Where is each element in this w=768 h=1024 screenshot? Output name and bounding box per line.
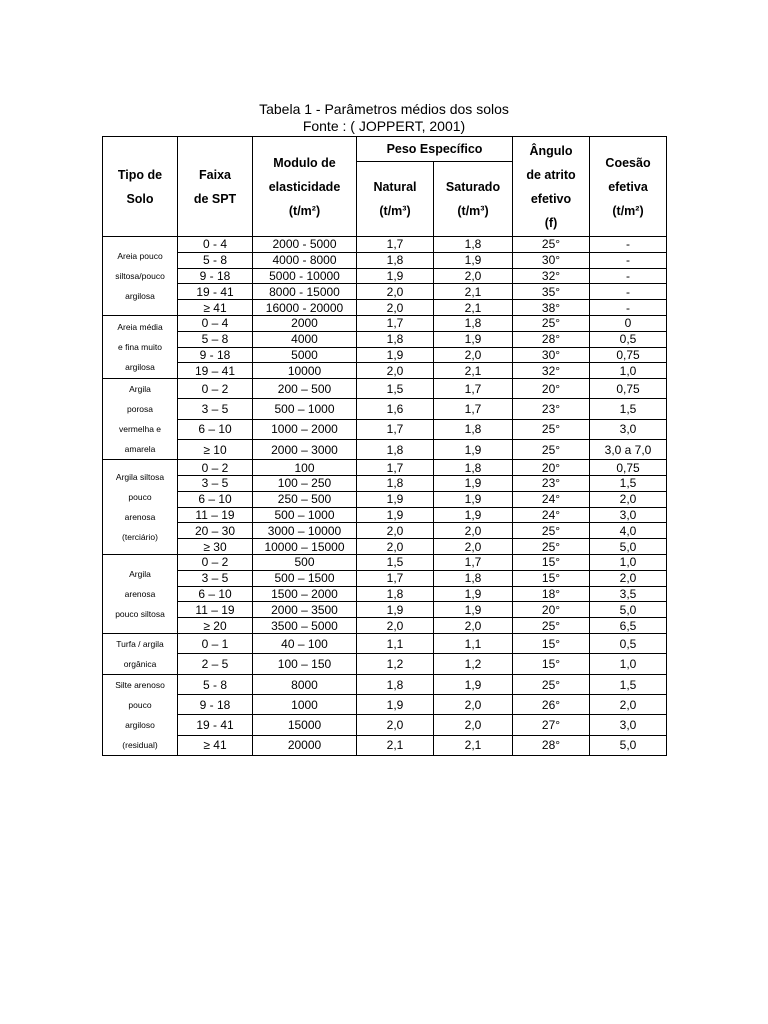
modulo-cell: 100 – 250 [253,475,357,491]
soil-type-line: e fina muito [118,342,162,353]
modulo-cell: 1500 – 2000 [253,586,357,602]
coesao-cell: 3,0 [590,419,667,439]
table-row [103,439,667,459]
angulo-cell: 30° [513,252,590,268]
peso-natural-cell: 1,8 [357,331,434,347]
modulo-cell: 2000 – 3000 [253,439,357,459]
soil-type-line: (residual) [122,739,158,750]
peso-natural-cell: 2,0 [357,618,434,634]
soil-type-cell [103,315,178,378]
angulo-cell: 15° [513,633,590,654]
peso-natural-cell: 1,8 [357,475,434,491]
coesao-cell: 3,0 [590,507,667,523]
modulo-cell: 100 [253,460,357,476]
coesao-cell: - [590,300,667,316]
peso-natural-cell: 2,0 [357,539,434,555]
soil-type-line: arenosa [124,512,156,523]
coesao-cell: 5,0 [590,735,667,755]
angulo-cell: 26° [513,695,590,715]
faixa-spt-cell: 3 – 5 [178,475,253,491]
table-source: Fonte : ( JOPPERT, 2001) [302,118,466,134]
header-coesao-efetiva: Coesão efetiva (t/m²) [590,137,667,237]
soil-type-line: argiloso [125,719,155,730]
faixa-spt-cell: 0 – 2 [178,379,253,399]
modulo-cell: 10000 – 15000 [253,539,357,555]
angulo-cell: 23° [513,399,590,419]
angulo-cell: 15° [513,570,590,586]
peso-natural-cell: 1,7 [357,460,434,476]
modulo-cell: 500 – 1000 [253,507,357,523]
faixa-spt-cell: 5 - 8 [178,252,253,268]
soil-type-line: vermelha e [118,424,162,435]
table-row [103,633,667,654]
table-row [103,363,667,379]
peso-saturado-cell: 2,0 [434,347,513,363]
table-row [103,399,667,419]
peso-saturado-cell: 2,1 [434,300,513,316]
soil-type-line: porosa [127,404,153,415]
table-row [103,695,667,715]
faixa-spt-cell: 9 - 18 [178,347,253,363]
angulo-cell: 15° [513,654,590,675]
table-row [103,460,667,476]
faixa-spt-cell: ≥ 20 [178,618,253,634]
peso-natural-cell: 2,0 [357,284,434,300]
soil-type-line: Turfa / argila [116,638,164,649]
soil-type-line: (terciário) [122,532,158,543]
modulo-cell: 500 [253,554,357,570]
angulo-cell: 20° [513,379,590,399]
coesao-cell: - [590,284,667,300]
table-row [103,475,667,491]
angulo-cell: 32° [513,268,590,284]
soil-type-line: Argila siltosa [115,472,165,483]
table-row [103,252,667,268]
peso-saturado-cell: 1,9 [434,602,513,618]
modulo-cell: 40 – 100 [253,633,357,654]
peso-natural-cell: 1,9 [357,268,434,284]
peso-saturado-cell: 1,8 [434,570,513,586]
peso-natural-cell: 1,8 [357,586,434,602]
peso-natural-cell: 1,5 [357,554,434,570]
faixa-spt-cell: 0 – 4 [178,315,253,331]
coesao-cell: 0 [590,315,667,331]
modulo-cell: 500 – 1000 [253,399,357,419]
faixa-spt-cell: 5 - 8 [178,674,253,694]
modulo-cell: 16000 - 20000 [253,300,357,316]
peso-saturado-cell: 1,8 [434,460,513,476]
header-tipo-solo: Tipo de Solo [103,137,178,237]
angulo-cell: 28° [513,735,590,755]
faixa-spt-cell: ≥ 41 [178,735,253,755]
peso-natural-cell: 1,8 [357,439,434,459]
soil-type-line: Areia média [117,322,163,333]
peso-natural-cell: 1,8 [357,252,434,268]
table-row [103,715,667,735]
table-row [103,674,667,694]
faixa-spt-cell: 19 - 41 [178,715,253,735]
coesao-cell: 3,0 [590,715,667,735]
angulo-cell: 38° [513,300,590,316]
angulo-cell: 27° [513,715,590,735]
peso-saturado-cell: 1,8 [434,315,513,331]
modulo-cell: 8000 [253,674,357,694]
modulo-cell: 15000 [253,715,357,735]
angulo-cell: 35° [513,284,590,300]
modulo-cell: 5000 - 10000 [253,268,357,284]
peso-natural-cell: 1,7 [357,315,434,331]
table-row [103,586,667,602]
peso-saturado-cell: 1,8 [434,237,513,253]
coesao-cell: 3,0 a 7,0 [590,439,667,459]
soil-type-cell [103,674,178,755]
faixa-spt-cell: 19 – 41 [178,363,253,379]
angulo-cell: 24° [513,491,590,507]
faixa-spt-cell: 0 – 1 [178,633,253,654]
faixa-spt-cell: 6 – 10 [178,491,253,507]
peso-saturado-cell: 1,8 [434,419,513,439]
soil-type-cell [103,379,178,460]
peso-saturado-cell: 1,9 [434,674,513,694]
peso-saturado-cell: 2,0 [434,539,513,555]
modulo-cell: 2000 - 5000 [253,237,357,253]
peso-natural-cell: 1,1 [357,633,434,654]
peso-saturado-cell: 1,9 [434,439,513,459]
angulo-cell: 15° [513,554,590,570]
table-header [103,137,667,237]
peso-natural-cell: 1,7 [357,570,434,586]
modulo-cell: 100 – 150 [253,654,357,675]
peso-natural-cell: 2,0 [357,715,434,735]
faixa-spt-cell: ≥ 41 [178,300,253,316]
angulo-cell: 30° [513,347,590,363]
peso-saturado-cell: 2,0 [434,618,513,634]
table-row [103,331,667,347]
modulo-cell: 1000 – 2000 [253,419,357,439]
angulo-cell: 18° [513,586,590,602]
header-modulo-elasticidade: Modulo de elasticidade (t/m²) [253,137,357,237]
table-row [103,654,667,675]
coesao-cell: 0,75 [590,347,667,363]
table-row [103,507,667,523]
faixa-spt-cell: 6 – 10 [178,419,253,439]
soil-type-line: arenosa [124,588,156,599]
peso-saturado-cell: 1,7 [434,399,513,419]
soil-type-line: Argila [129,384,151,395]
faixa-spt-cell: ≥ 10 [178,439,253,459]
peso-natural-cell: 1,9 [357,507,434,523]
coesao-cell: 0,75 [590,379,667,399]
faixa-spt-cell: 0 – 2 [178,554,253,570]
faixa-spt-cell: 0 - 4 [178,237,253,253]
header-natural: Natural (t/m³) [357,162,434,237]
angulo-cell: 24° [513,507,590,523]
peso-saturado-cell: 2,0 [434,695,513,715]
coesao-cell: 2,0 [590,570,667,586]
angulo-cell: 25° [513,237,590,253]
angulo-cell: 25° [513,674,590,694]
coesao-cell: 1,5 [590,674,667,694]
peso-saturado-cell: 2,0 [434,268,513,284]
coesao-cell: 1,0 [590,554,667,570]
peso-saturado-cell: 1,9 [434,475,513,491]
coesao-cell: 3,5 [590,586,667,602]
table-row [103,554,667,570]
soil-type-line: Argila [129,568,151,579]
peso-saturado-cell: 1,7 [434,554,513,570]
table-row [103,284,667,300]
header-angulo-atrito: Ângulo de atrito efetivo (f) [513,137,590,237]
peso-natural-cell: 1,9 [357,491,434,507]
angulo-cell: 25° [513,539,590,555]
peso-saturado-cell: 1,9 [434,331,513,347]
peso-natural-cell: 1,5 [357,379,434,399]
peso-natural-cell: 2,0 [357,300,434,316]
table-row [103,523,667,539]
coesao-cell: 0,75 [590,460,667,476]
modulo-cell: 200 – 500 [253,379,357,399]
soil-type-line: amarela [124,444,156,455]
angulo-cell: 25° [513,419,590,439]
table-row [103,618,667,634]
modulo-cell: 3000 – 10000 [253,523,357,539]
angulo-cell: 25° [513,439,590,459]
modulo-cell: 4000 [253,331,357,347]
peso-saturado-cell: 1,2 [434,654,513,675]
soil-type-line: pouco [128,699,152,710]
modulo-cell: 250 – 500 [253,491,357,507]
coesao-cell: 1,0 [590,363,667,379]
faixa-spt-cell: 9 - 18 [178,268,253,284]
peso-natural-cell: 2,0 [357,523,434,539]
peso-natural-cell: 1,7 [357,237,434,253]
peso-saturado-cell: 2,1 [434,284,513,300]
faixa-spt-cell: 0 – 2 [178,460,253,476]
table-row [103,268,667,284]
peso-saturado-cell: 2,1 [434,363,513,379]
peso-saturado-cell: 1,9 [434,491,513,507]
coesao-cell: 1,5 [590,399,667,419]
table-row [103,315,667,331]
faixa-spt-cell: ≥ 30 [178,539,253,555]
soil-type-cell [103,633,178,674]
peso-natural-cell: 1,9 [357,695,434,715]
table-row [103,491,667,507]
table-row [103,300,667,316]
coesao-cell: 2,0 [590,695,667,715]
coesao-cell: 0,5 [590,633,667,654]
coesao-cell: 0,5 [590,331,667,347]
faixa-spt-cell: 11 – 19 [178,507,253,523]
faixa-spt-cell: 20 – 30 [178,523,253,539]
table-body [103,237,667,756]
peso-saturado-cell: 1,9 [434,586,513,602]
angulo-cell: 20° [513,602,590,618]
peso-natural-cell: 1,6 [357,399,434,419]
peso-saturado-cell: 2,0 [434,715,513,735]
modulo-cell: 3500 – 5000 [253,618,357,634]
angulo-cell: 25° [513,315,590,331]
coesao-cell: 6,5 [590,618,667,634]
table-row [103,602,667,618]
faixa-spt-cell: 2 – 5 [178,654,253,675]
table-row [103,735,667,755]
modulo-cell: 10000 [253,363,357,379]
header-faixa-spt: Faixa de SPT [178,137,253,237]
peso-natural-cell: 1,9 [357,602,434,618]
peso-saturado-cell: 2,0 [434,523,513,539]
peso-saturado-cell: 1,9 [434,507,513,523]
modulo-cell: 4000 - 8000 [253,252,357,268]
peso-saturado-cell: 1,7 [434,379,513,399]
modulo-cell: 2000 [253,315,357,331]
coesao-cell: 2,0 [590,491,667,507]
peso-saturado-cell: 1,9 [434,252,513,268]
peso-natural-cell: 1,2 [357,654,434,675]
angulo-cell: 23° [513,475,590,491]
faixa-spt-cell: 19 - 41 [178,284,253,300]
coesao-cell: - [590,252,667,268]
soil-type-line: orgânica [123,658,157,669]
coesao-cell: 1,5 [590,475,667,491]
angulo-cell: 25° [513,523,590,539]
angulo-cell: 32° [513,363,590,379]
soil-type-cell [103,237,178,316]
angulo-cell: 20° [513,460,590,476]
peso-natural-cell: 1,9 [357,347,434,363]
modulo-cell: 8000 - 15000 [253,284,357,300]
header-peso-especifico: Peso Específico [357,137,513,162]
faixa-spt-cell: 9 - 18 [178,695,253,715]
soil-type-cell [103,460,178,555]
coesao-cell: - [590,237,667,253]
table-row [103,570,667,586]
coesao-cell: 5,0 [590,602,667,618]
faixa-spt-cell: 11 – 19 [178,602,253,618]
peso-natural-cell: 2,0 [357,363,434,379]
angulo-cell: 28° [513,331,590,347]
faixa-spt-cell: 5 – 8 [178,331,253,347]
faixa-spt-cell: 6 – 10 [178,586,253,602]
peso-natural-cell: 1,8 [357,674,434,694]
soil-type-line: Silte arenoso [115,679,165,690]
peso-saturado-cell: 2,1 [434,735,513,755]
modulo-cell: 5000 [253,347,357,363]
peso-natural-cell: 1,7 [357,419,434,439]
peso-natural-cell: 2,1 [357,735,434,755]
soil-type-line: pouco [128,492,152,503]
angulo-cell: 25° [513,618,590,634]
table-row [103,539,667,555]
modulo-cell: 1000 [253,695,357,715]
soil-type-line: argilosa [125,290,155,301]
table-title: Tabela 1 - Parâmetros médios dos solos [259,101,509,117]
coesao-cell: 4,0 [590,523,667,539]
faixa-spt-cell: 3 – 5 [178,399,253,419]
soil-parameters-table [102,136,667,756]
modulo-cell: 500 – 1500 [253,570,357,586]
modulo-cell: 20000 [253,735,357,755]
soil-type-line: Areia pouco [117,250,163,261]
coesao-cell: 1,0 [590,654,667,675]
coesao-cell: 5,0 [590,539,667,555]
peso-saturado-cell: 1,1 [434,633,513,654]
soil-type-line: pouco siltosa [115,608,165,619]
table-row [103,419,667,439]
coesao-cell: - [590,268,667,284]
table-row [103,379,667,399]
soil-type-cell [103,554,178,633]
table-row [103,347,667,363]
table-row [103,237,667,253]
soil-type-line: argilosa [125,362,155,373]
modulo-cell: 2000 – 3500 [253,602,357,618]
faixa-spt-cell: 3 – 5 [178,570,253,586]
soil-type-line: siltosa/pouco [115,270,165,281]
header-saturado: Saturado (t/m³) [434,162,513,237]
